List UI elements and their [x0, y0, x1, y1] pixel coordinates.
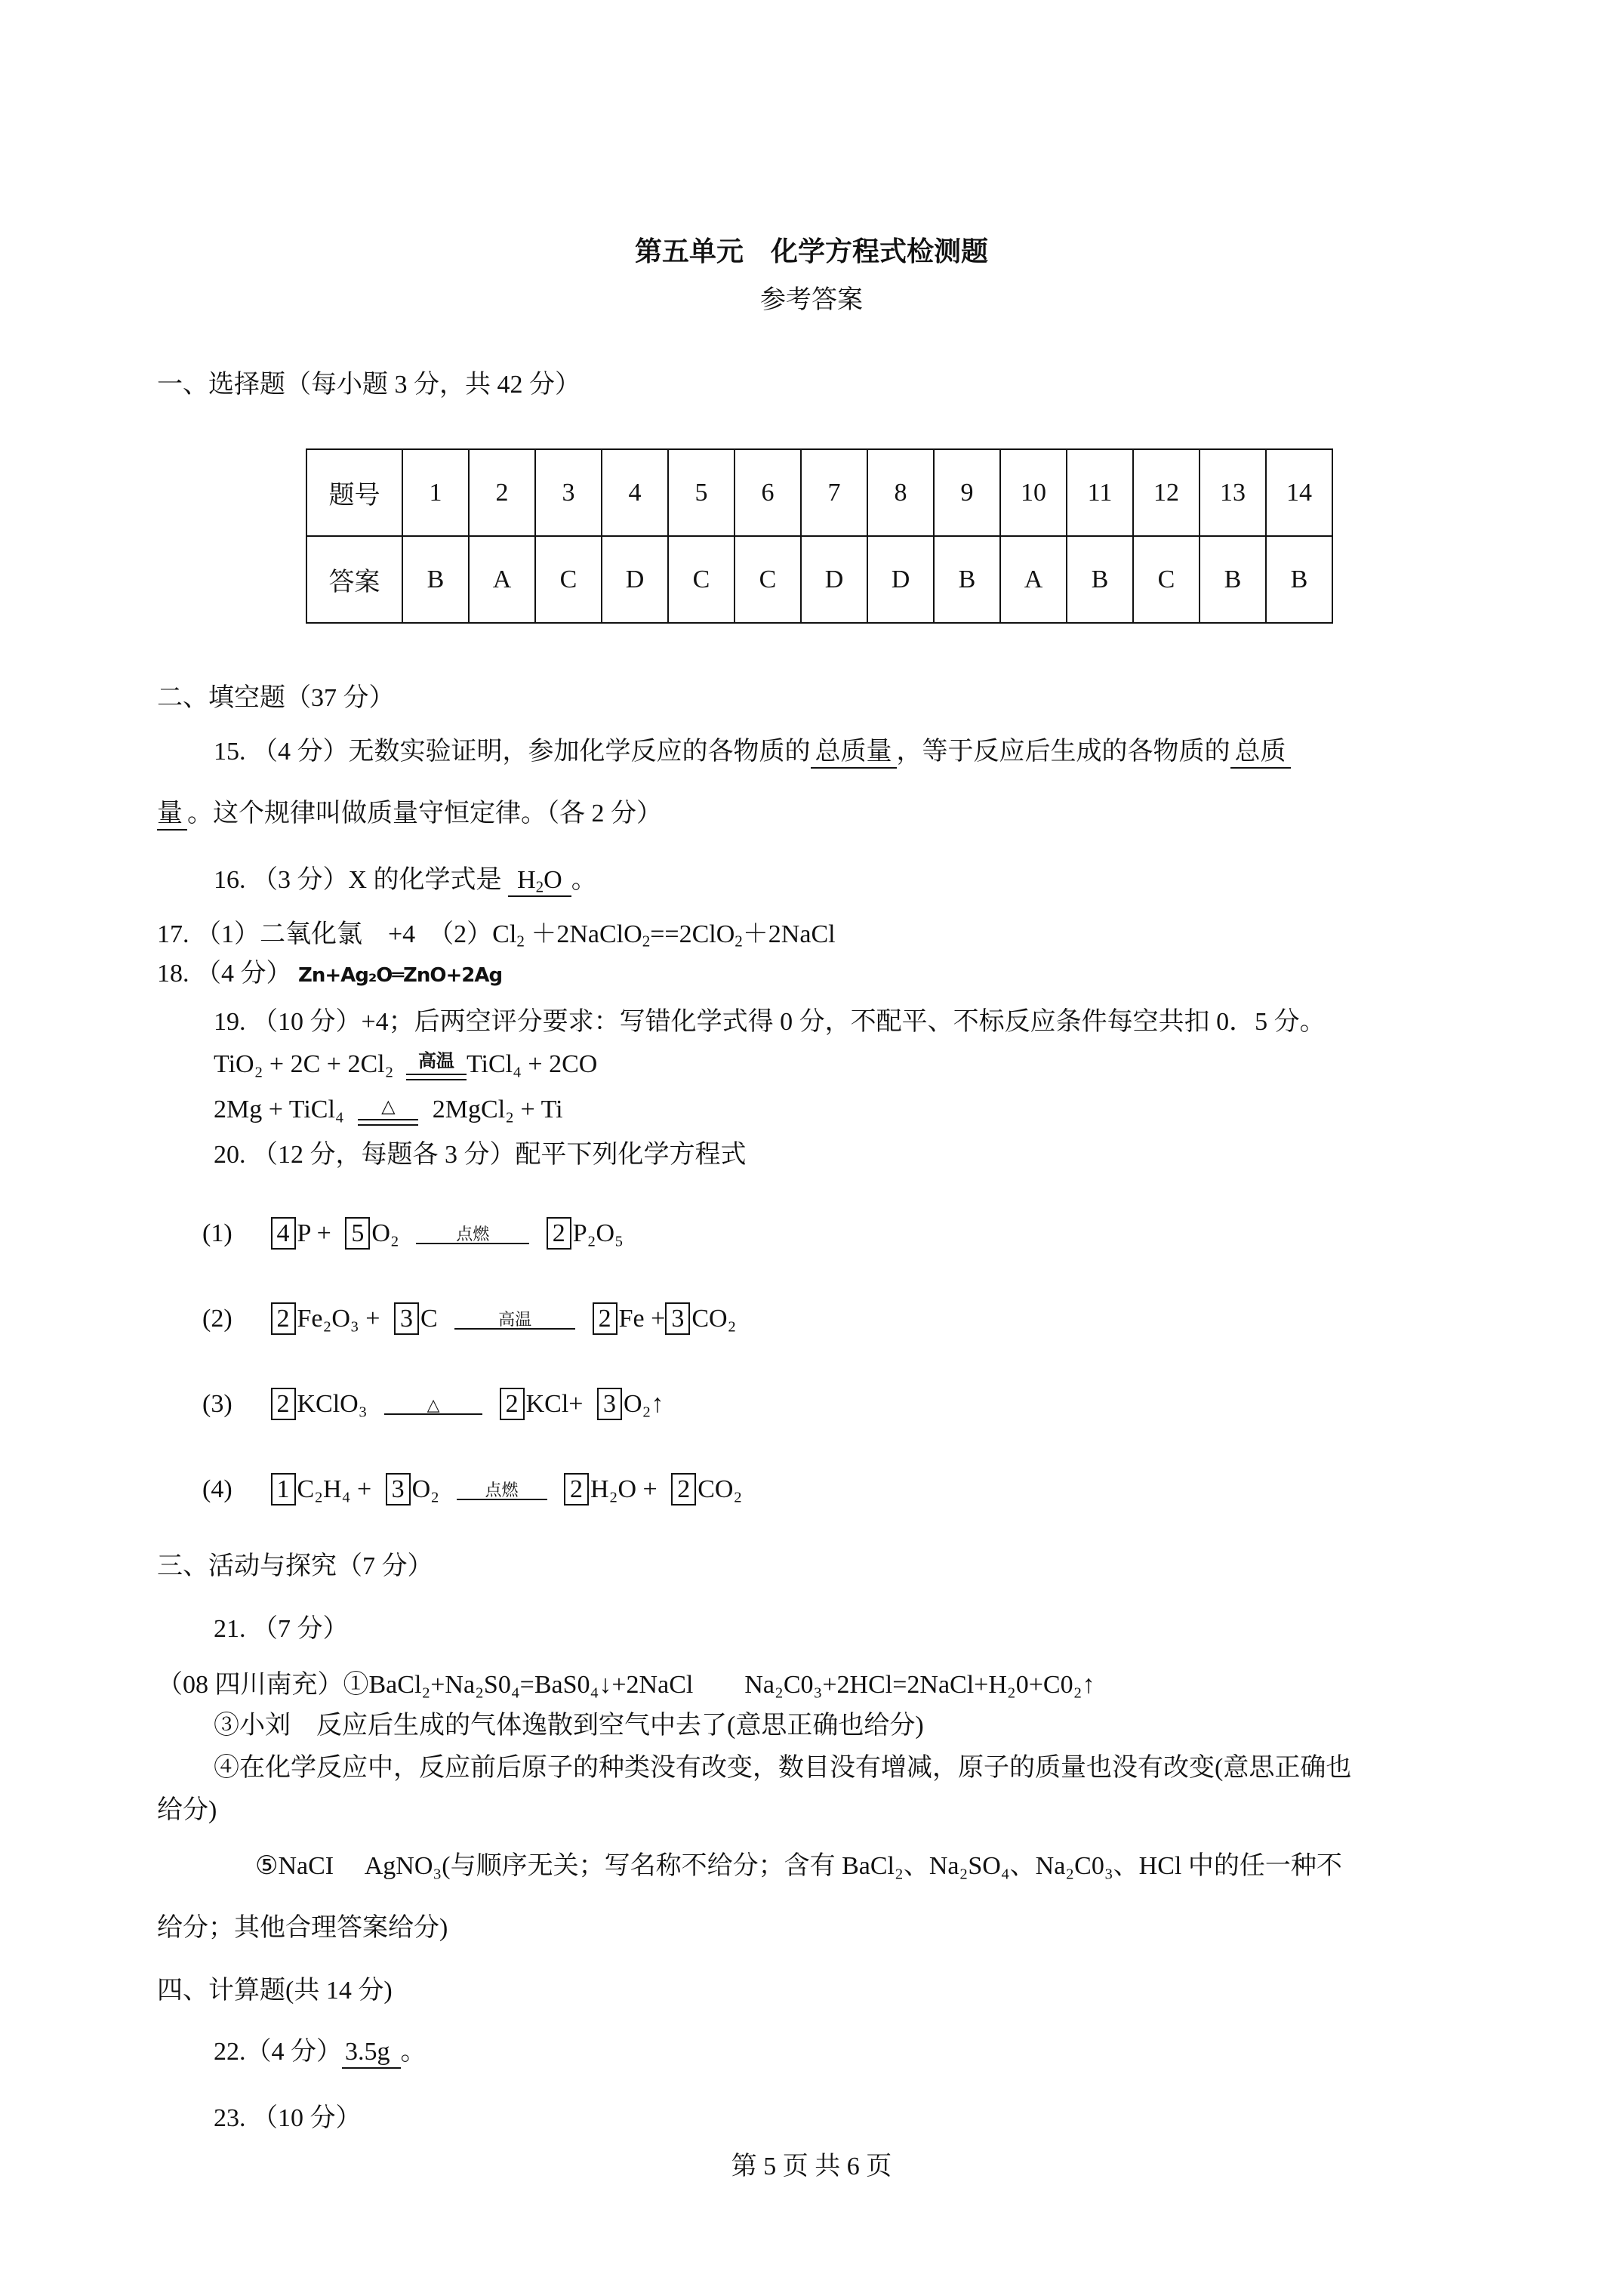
q22-suffix: 。 — [400, 2038, 427, 2066]
q22-answer: 3.5g — [342, 2038, 401, 2069]
q22-prefix: 22.（4 分） — [214, 2038, 342, 2066]
equation-number: (4) — [202, 1475, 233, 1503]
question-22 — [214, 2037, 427, 2068]
q19-eq1-left: TiO₂ + 2C + 2Cl₂ — [214, 1050, 394, 1078]
section-4-heading: 四、计算题(共 14 分) — [157, 1977, 393, 2005]
q17-sub-1: 2 — [516, 932, 525, 951]
formula-text: H₂O + — [590, 1475, 658, 1503]
page-footer: 第 5 页 共 6 页 — [731, 2153, 892, 2180]
q16-prefix: 16. （3 分）X 的化学式是 — [214, 866, 502, 894]
condition-high-temp: 高温 — [498, 1310, 532, 1330]
eq-line — [358, 1124, 418, 1126]
reaction-arrow — [454, 1311, 575, 1330]
question-number: 3 — [535, 449, 602, 536]
q20-equation-1 — [202, 1217, 624, 1250]
question-number: 9 — [934, 449, 1000, 536]
equation-number: (1) — [202, 1219, 233, 1247]
answer-cell: B — [402, 536, 469, 623]
coefficient-box: 2 — [593, 1302, 617, 1335]
question-21-line-2: ③小刘 反应后生成的气体逸散到空气中去了(意思正确也给分) — [214, 1712, 924, 1740]
question-number: 8 — [867, 449, 934, 536]
question-18 — [157, 959, 502, 990]
condition-heat: △ — [381, 1096, 396, 1117]
q17-sub-3: 2 — [735, 932, 743, 951]
condition-ignite: 点燃 — [456, 1225, 490, 1244]
q16-answer-h: H — [517, 866, 536, 894]
eq-line — [406, 1079, 467, 1080]
section-3-heading: 三、活动与探究（7 分） — [157, 1552, 433, 1580]
q17-sub-2: 2 — [642, 932, 651, 951]
question-number: 12 — [1133, 449, 1200, 536]
answer-cell: B — [1067, 536, 1133, 623]
question-21-line-3: ④在化学反应中，反应前后原子的种类没有改变，数目没有增减，原子的质量也没有改变(意思正确也 — [214, 1754, 1352, 1782]
question-number: 6 — [735, 449, 801, 536]
coefficient-box: 2 — [564, 1473, 589, 1505]
answer-table — [306, 448, 1333, 624]
q15-blank-1: 总质量 — [811, 738, 897, 769]
question-21-heading: 21. （7 分） — [214, 1615, 349, 1643]
question-23: 23. （10 分） — [214, 2104, 362, 2132]
answer-cell: C — [735, 536, 801, 623]
table-row-label-number: 题号 — [306, 449, 402, 536]
reaction-arrow — [457, 1482, 547, 1500]
q20-equation-3 — [202, 1388, 664, 1420]
q16-answer — [508, 866, 571, 897]
formula-text: CO₂ — [691, 1305, 737, 1333]
answer-cell: D — [867, 536, 934, 623]
answer-cell: B — [934, 536, 1000, 623]
q19-eq2-right: 2MgCl₂ + Ti — [432, 1096, 563, 1123]
question-15-line-2 — [157, 799, 662, 830]
question-19-equation-2 — [214, 1095, 563, 1126]
answer-cell: A — [469, 536, 535, 623]
coefficient-box: 2 — [671, 1473, 696, 1505]
q15-prefix: 15. （4 分）无数实验证明，参加化学反应的各物质的 — [214, 738, 811, 766]
formula-text: Fe + — [618, 1305, 666, 1333]
q20-equation-4 — [202, 1473, 742, 1505]
eq-line — [406, 1074, 467, 1075]
coefficient-box: 3 — [394, 1302, 419, 1335]
answer-cell: D — [801, 536, 867, 623]
reaction-arrow — [416, 1226, 529, 1244]
q15-blank-2b: 量 — [157, 800, 187, 831]
q17-text-b: ＋2NaClO — [524, 920, 642, 948]
formula-text: P₂O₅ — [572, 1219, 624, 1247]
q16-answer-sub: 2 — [535, 877, 544, 896]
q15-blank-2a: 总质 — [1230, 738, 1291, 769]
answer-cell: B — [1266, 536, 1332, 623]
question-20-heading: 20. （12 分，每题各 3 分）配平下列化学方程式 — [214, 1141, 747, 1169]
formula-text: Fe₂O₃ + — [297, 1305, 380, 1333]
question-number: 11 — [1067, 449, 1133, 536]
q18-prefix: 18. （4 分） — [157, 960, 292, 988]
formula-text: C₂H₄ + — [297, 1475, 372, 1503]
question-21-line-1: （08 四川南充）①BaCl₂+Na₂S0₄=BaS0₄↓+2NaCl Na₂C0₃+2HCl=2NaCl+H₂0+C0₂↑ — [157, 1671, 1095, 1699]
question-number: 1 — [402, 449, 469, 536]
q16-answer-o: O — [544, 866, 562, 894]
formula-text: O₂ — [411, 1475, 440, 1503]
eq-line — [358, 1119, 418, 1120]
q19-eq1-sign — [406, 1052, 467, 1080]
question-21-line-4: 给分) — [157, 1796, 217, 1824]
condition-ignite: 点燃 — [485, 1481, 519, 1500]
question-number: 10 — [1000, 449, 1067, 536]
answer-cell: C — [1133, 536, 1200, 623]
coefficient-box: 4 — [271, 1217, 296, 1250]
formula-text: KCl+ — [525, 1390, 584, 1418]
formula-text: P + — [297, 1219, 331, 1247]
q17-text-d: ＋2NaCl — [742, 920, 836, 948]
question-16 — [214, 865, 597, 896]
coefficient-box: 3 — [665, 1302, 690, 1335]
formula-text: O₂ — [371, 1219, 399, 1247]
coefficient-box: 3 — [597, 1388, 622, 1420]
question-19-equation-1 — [214, 1049, 597, 1080]
condition-high-temp: 高温 — [417, 1051, 454, 1071]
formula-text: KClO₃ — [297, 1390, 368, 1418]
question-number: 14 — [1266, 449, 1332, 536]
formula-text: C — [420, 1305, 438, 1333]
q17-text-c: ==2ClO — [650, 920, 735, 948]
answer-cell: A — [1000, 536, 1067, 623]
question-17 — [157, 920, 836, 951]
q15-suffix: 。这个规律叫做质量守恒定律。（各 2 分） — [187, 800, 662, 827]
formula-text: O₂↑ — [623, 1390, 664, 1418]
q16-suffix: 。 — [571, 866, 597, 894]
answer-cell: C — [535, 536, 602, 623]
section-1-heading: 一、选择题（每小题 3 分，共 42 分） — [157, 371, 581, 399]
table-row-label-answer: 答案 — [306, 536, 402, 623]
answer-cell: B — [1200, 536, 1266, 623]
q20-equation-2 — [202, 1302, 736, 1335]
coefficient-box: 2 — [500, 1388, 525, 1420]
coefficient-box: 2 — [271, 1388, 296, 1420]
question-number: 4 — [602, 449, 668, 536]
formula-text: CO₂ — [698, 1475, 743, 1503]
reaction-arrow — [384, 1397, 482, 1415]
question-21-line-6: 给分；其他合理答案给分) — [157, 1914, 448, 1942]
coefficient-box: 2 — [547, 1217, 571, 1250]
q19-eq1-right: TiCl₄ + 2CO — [466, 1050, 598, 1078]
coefficient-box: 5 — [345, 1217, 370, 1250]
q15-middle: ，等于反应后生成的各物质的 — [896, 738, 1230, 766]
question-number: 5 — [668, 449, 735, 536]
coefficient-box: 1 — [271, 1473, 296, 1505]
question-19-text: 19. （10 分）+4；后两空评分要求：写错化学式得 0 分，不配平、不标反应条件每空共扣 0．5 分。 — [214, 1008, 1326, 1036]
question-number: 7 — [801, 449, 867, 536]
section-2-heading: 二、填空题（37 分） — [157, 684, 395, 712]
q18-equation-image: Zn+Ag₂O═ZnO+2Ag — [298, 964, 503, 987]
answer-cell: D — [602, 536, 668, 623]
question-number: 13 — [1200, 449, 1266, 536]
coefficient-box: 3 — [386, 1473, 411, 1505]
q17-text-a: 17. （1）二氧化氯 +4 （2）Cl — [157, 920, 517, 948]
q19-eq2-left: 2Mg + TiCl₄ — [214, 1096, 344, 1123]
question-number: 2 — [469, 449, 535, 536]
question-15-line-1 — [214, 737, 1291, 768]
answer-cell: C — [668, 536, 735, 623]
equation-number: (3) — [202, 1390, 233, 1418]
equation-number: (2) — [202, 1305, 233, 1333]
page-subtitle: 参考答案 — [760, 286, 863, 314]
page-title: 第五单元 化学方程式检测题 — [634, 236, 988, 267]
q19-eq2-sign — [358, 1098, 418, 1126]
question-21-line-5: ⑤NaCI AgNO₃(与顺序无关；写名称不给分；含有 BaCl₂、Na₂SO₄、Na₂C0₃、HCl 中的任一种不 — [255, 1852, 1342, 1880]
condition-heat: △ — [427, 1395, 440, 1415]
coefficient-box: 2 — [271, 1302, 296, 1335]
